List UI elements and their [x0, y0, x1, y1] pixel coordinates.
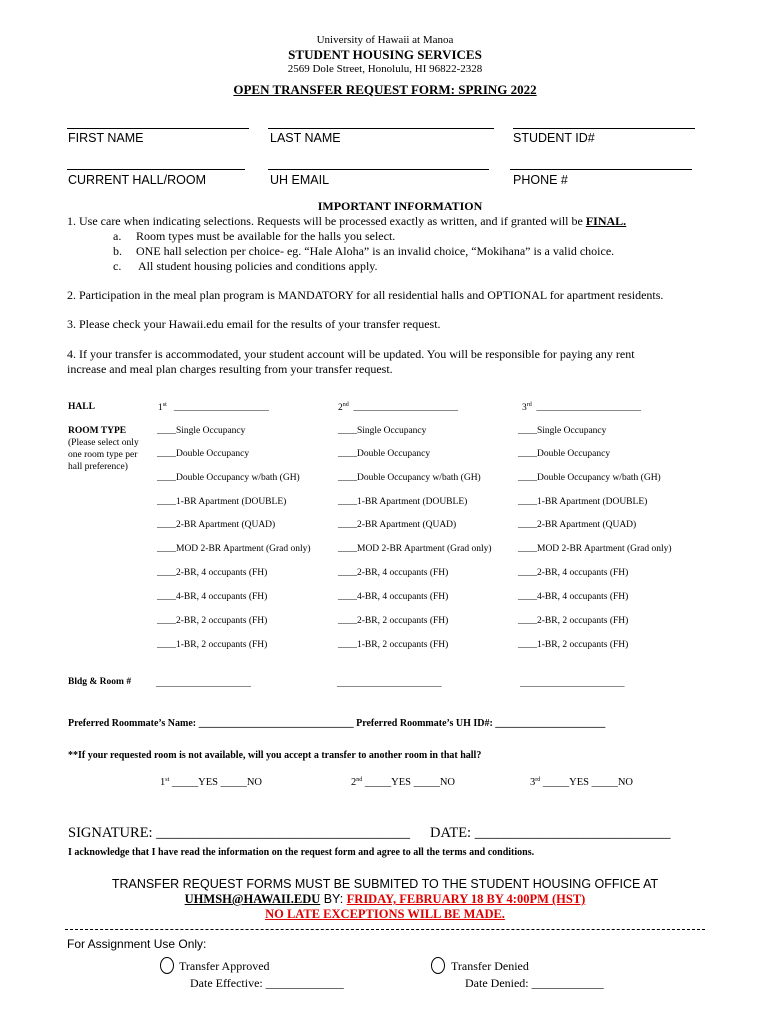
- room-option-choice-2[interactable]: ____Single Occupancy: [338, 426, 427, 436]
- current-hall-field[interactable]: [67, 169, 245, 170]
- bldg-room-field-3[interactable]: ______________________: [520, 679, 625, 689]
- phone-label: PHONE #: [513, 173, 568, 187]
- info-sub-a: Room types must be available for the halls you select.: [136, 229, 396, 243]
- alternate-answer-2[interactable]: 2nd _____YES _____NO: [351, 777, 456, 788]
- preferred-roommate-line[interactable]: Preferred Roommate’s Name: _______________________________ Preferred Roommate’s UH ID#: ______________________: [68, 718, 606, 729]
- office-address: 2569 Dole Street, Honolulu, HI 96822-2328: [287, 63, 483, 75]
- info-sub-c: All student housing policies and conditions apply.: [138, 259, 378, 273]
- final-emphasis: FINAL.: [585, 214, 627, 228]
- office-use-label: For Assignment Use Only:: [67, 937, 207, 951]
- hall-label: HALL: [68, 402, 95, 412]
- room-option-choice-1[interactable]: ____MOD 2-BR Apartment (Grad only): [157, 544, 311, 554]
- room-option-choice-1[interactable]: ____2-BR, 2 occupants (FH): [157, 616, 268, 626]
- bldg-room-field-2[interactable]: ______________________: [337, 679, 442, 689]
- room-option-choice-3[interactable]: ____Double Occupancy w/bath (GH): [518, 473, 661, 483]
- info-heading: IMPORTANT INFORMATION: [317, 199, 483, 213]
- room-option-choice-3[interactable]: ____2-BR, 2 occupants (FH): [518, 616, 629, 626]
- first-name-field[interactable]: [67, 128, 249, 129]
- room-option-choice-2[interactable]: ____1-BR Apartment (DOUBLE): [338, 497, 468, 507]
- info-item-3: 3. Please check your Hawaii.edu email for the results of your transfer request.: [67, 317, 441, 331]
- info-item-1: 1. Use care when indicating selections. Requests will be processed exactly as written, and if granted will be FINAL.: [67, 214, 627, 228]
- room-option-choice-3[interactable]: ____Single Occupancy: [518, 426, 607, 436]
- info-item-4-line-1: 4. If your transfer is accommodated, your student account will be updated. You will be responsible for paying any rent: [67, 347, 635, 361]
- room-option-choice-1[interactable]: ____2-BR, 4 occupants (FH): [157, 568, 268, 578]
- room-option-choice-3[interactable]: ____MOD 2-BR Apartment (Grad only): [518, 544, 672, 554]
- hall-choice-1[interactable]: 1st ____________________: [158, 402, 269, 413]
- room-option-choice-3[interactable]: ____Double Occupancy: [518, 449, 611, 459]
- current-hall-label: CURRENT HALL/ROOM: [68, 173, 206, 187]
- uh-email-label: UH EMAIL: [270, 173, 330, 187]
- uh-email-field[interactable]: [268, 169, 489, 170]
- room-option-choice-1[interactable]: ____1-BR, 2 occupants (FH): [157, 640, 268, 650]
- info-sub-c-marker: c.: [113, 259, 122, 273]
- alternate-room-question: **If your requested room is not available, will you accept a transfer to another room in that hall?: [68, 750, 482, 761]
- room-option-choice-1[interactable]: ____2-BR Apartment (QUAD): [157, 520, 276, 530]
- no-late-exceptions: NO LATE EXCEPTIONS WILL BE MADE.: [265, 907, 505, 921]
- acknowledgement-text: I acknowledge that I have read the information on the request form and agree to all the terms and conditions.: [68, 847, 535, 858]
- room-type-note: hall preference): [68, 462, 128, 472]
- date-denied-field[interactable]: Date Denied: ____________: [465, 976, 604, 990]
- denied-circle-icon[interactable]: [431, 957, 445, 974]
- phone-field[interactable]: [510, 169, 692, 170]
- student-id-label: STUDENT ID#: [513, 131, 595, 145]
- room-option-choice-2[interactable]: ____MOD 2-BR Apartment (Grad only): [338, 544, 492, 554]
- transfer-approved-label: Transfer Approved: [179, 959, 270, 973]
- room-option-choice-3[interactable]: ____4-BR, 4 occupants (FH): [518, 592, 629, 602]
- room-option-choice-1[interactable]: ____Double Occupancy w/bath (GH): [157, 473, 300, 483]
- approved-circle-icon[interactable]: [160, 957, 174, 974]
- office-name: STUDENT HOUSING SERVICES: [288, 47, 482, 62]
- info-sub-b-marker: b.: [113, 244, 122, 258]
- room-type-note: (Please select only: [68, 438, 139, 448]
- hall-choice-2[interactable]: 2nd ______________________: [338, 402, 458, 413]
- last-name-label: LAST NAME: [270, 131, 341, 145]
- room-option-choice-2[interactable]: ____Double Occupancy w/bath (GH): [338, 473, 481, 483]
- form-title: OPEN TRANSFER REQUEST FORM: SPRING 2022: [233, 82, 537, 97]
- submission-deadline: UHMSH@HAWAII.EDU BY: FRIDAY, FEBRUARY 18 BY 4:00PM (HST): [184, 892, 586, 906]
- bldg-room-label: Bldg & Room #: [68, 677, 132, 687]
- student-id-field[interactable]: [513, 128, 695, 129]
- divider: [65, 929, 705, 930]
- alternate-answer-1[interactable]: 1st _____YES _____NO: [160, 777, 263, 788]
- bldg-room-field-1[interactable]: ____________________: [156, 679, 251, 689]
- room-option-choice-3[interactable]: ____2-BR, 4 occupants (FH): [518, 568, 629, 578]
- room-option-choice-2[interactable]: ____1-BR, 2 occupants (FH): [338, 640, 449, 650]
- room-option-choice-1[interactable]: ____1-BR Apartment (DOUBLE): [157, 497, 287, 507]
- room-type-note: one room type per: [68, 450, 138, 460]
- room-type-label: ROOM TYPE: [68, 426, 127, 436]
- room-option-choice-2[interactable]: ____Double Occupancy: [338, 449, 431, 459]
- room-option-choice-1[interactable]: ____4-BR, 4 occupants (FH): [157, 592, 268, 602]
- deadline-text: FRIDAY, FEBRUARY 18 BY 4:00PM (HST): [346, 892, 586, 906]
- room-option-choice-2[interactable]: ____2-BR, 4 occupants (FH): [338, 568, 449, 578]
- date-effective-field[interactable]: Date Effective: _____________: [190, 976, 344, 990]
- info-item-2: 2. Participation in the meal plan program is MANDATORY for all residential halls and OPTIONAL for apartment residents.: [67, 288, 664, 302]
- alternate-answer-3[interactable]: 3rd _____YES _____NO: [530, 777, 634, 788]
- room-option-choice-2[interactable]: ____4-BR, 4 occupants (FH): [338, 592, 449, 602]
- last-name-field[interactable]: [268, 128, 494, 129]
- signature-field[interactable]: SIGNATURE: ___________________________________: [68, 825, 410, 841]
- university-name: University of Hawaii at Manoa: [316, 34, 454, 46]
- room-option-choice-3[interactable]: ____1-BR Apartment (DOUBLE): [518, 497, 648, 507]
- info-sub-a-marker: a.: [113, 229, 122, 243]
- room-option-choice-2[interactable]: ____2-BR Apartment (QUAD): [338, 520, 457, 530]
- hall-choice-3[interactable]: 3rd ______________________: [522, 402, 641, 413]
- submission-instruction: TRANSFER REQUEST FORMS MUST BE SUBMITED TO THE STUDENT HOUSING OFFICE AT: [111, 877, 659, 891]
- room-option-choice-3[interactable]: ____1-BR, 2 occupants (FH): [518, 640, 629, 650]
- first-name-label: FIRST NAME: [68, 131, 144, 145]
- info-item-4-line-2: increase and meal plan charges resulting from your transfer request.: [67, 362, 393, 376]
- room-option-choice-1[interactable]: ____Single Occupancy: [157, 426, 246, 436]
- room-option-choice-3[interactable]: ____2-BR Apartment (QUAD): [518, 520, 637, 530]
- date-field[interactable]: DATE: ___________________________: [430, 825, 671, 841]
- submission-email-link[interactable]: UHMSH@HAWAII.EDU: [184, 892, 321, 906]
- room-option-choice-1[interactable]: ____Double Occupancy: [157, 449, 250, 459]
- info-sub-b: ONE hall selection per choice- eg. “Hale Aloha” is an invalid choice, “Mokihana” is a valid choice.: [136, 244, 615, 258]
- transfer-denied-label: Transfer Denied: [451, 959, 529, 973]
- room-option-choice-2[interactable]: ____2-BR, 2 occupants (FH): [338, 616, 449, 626]
